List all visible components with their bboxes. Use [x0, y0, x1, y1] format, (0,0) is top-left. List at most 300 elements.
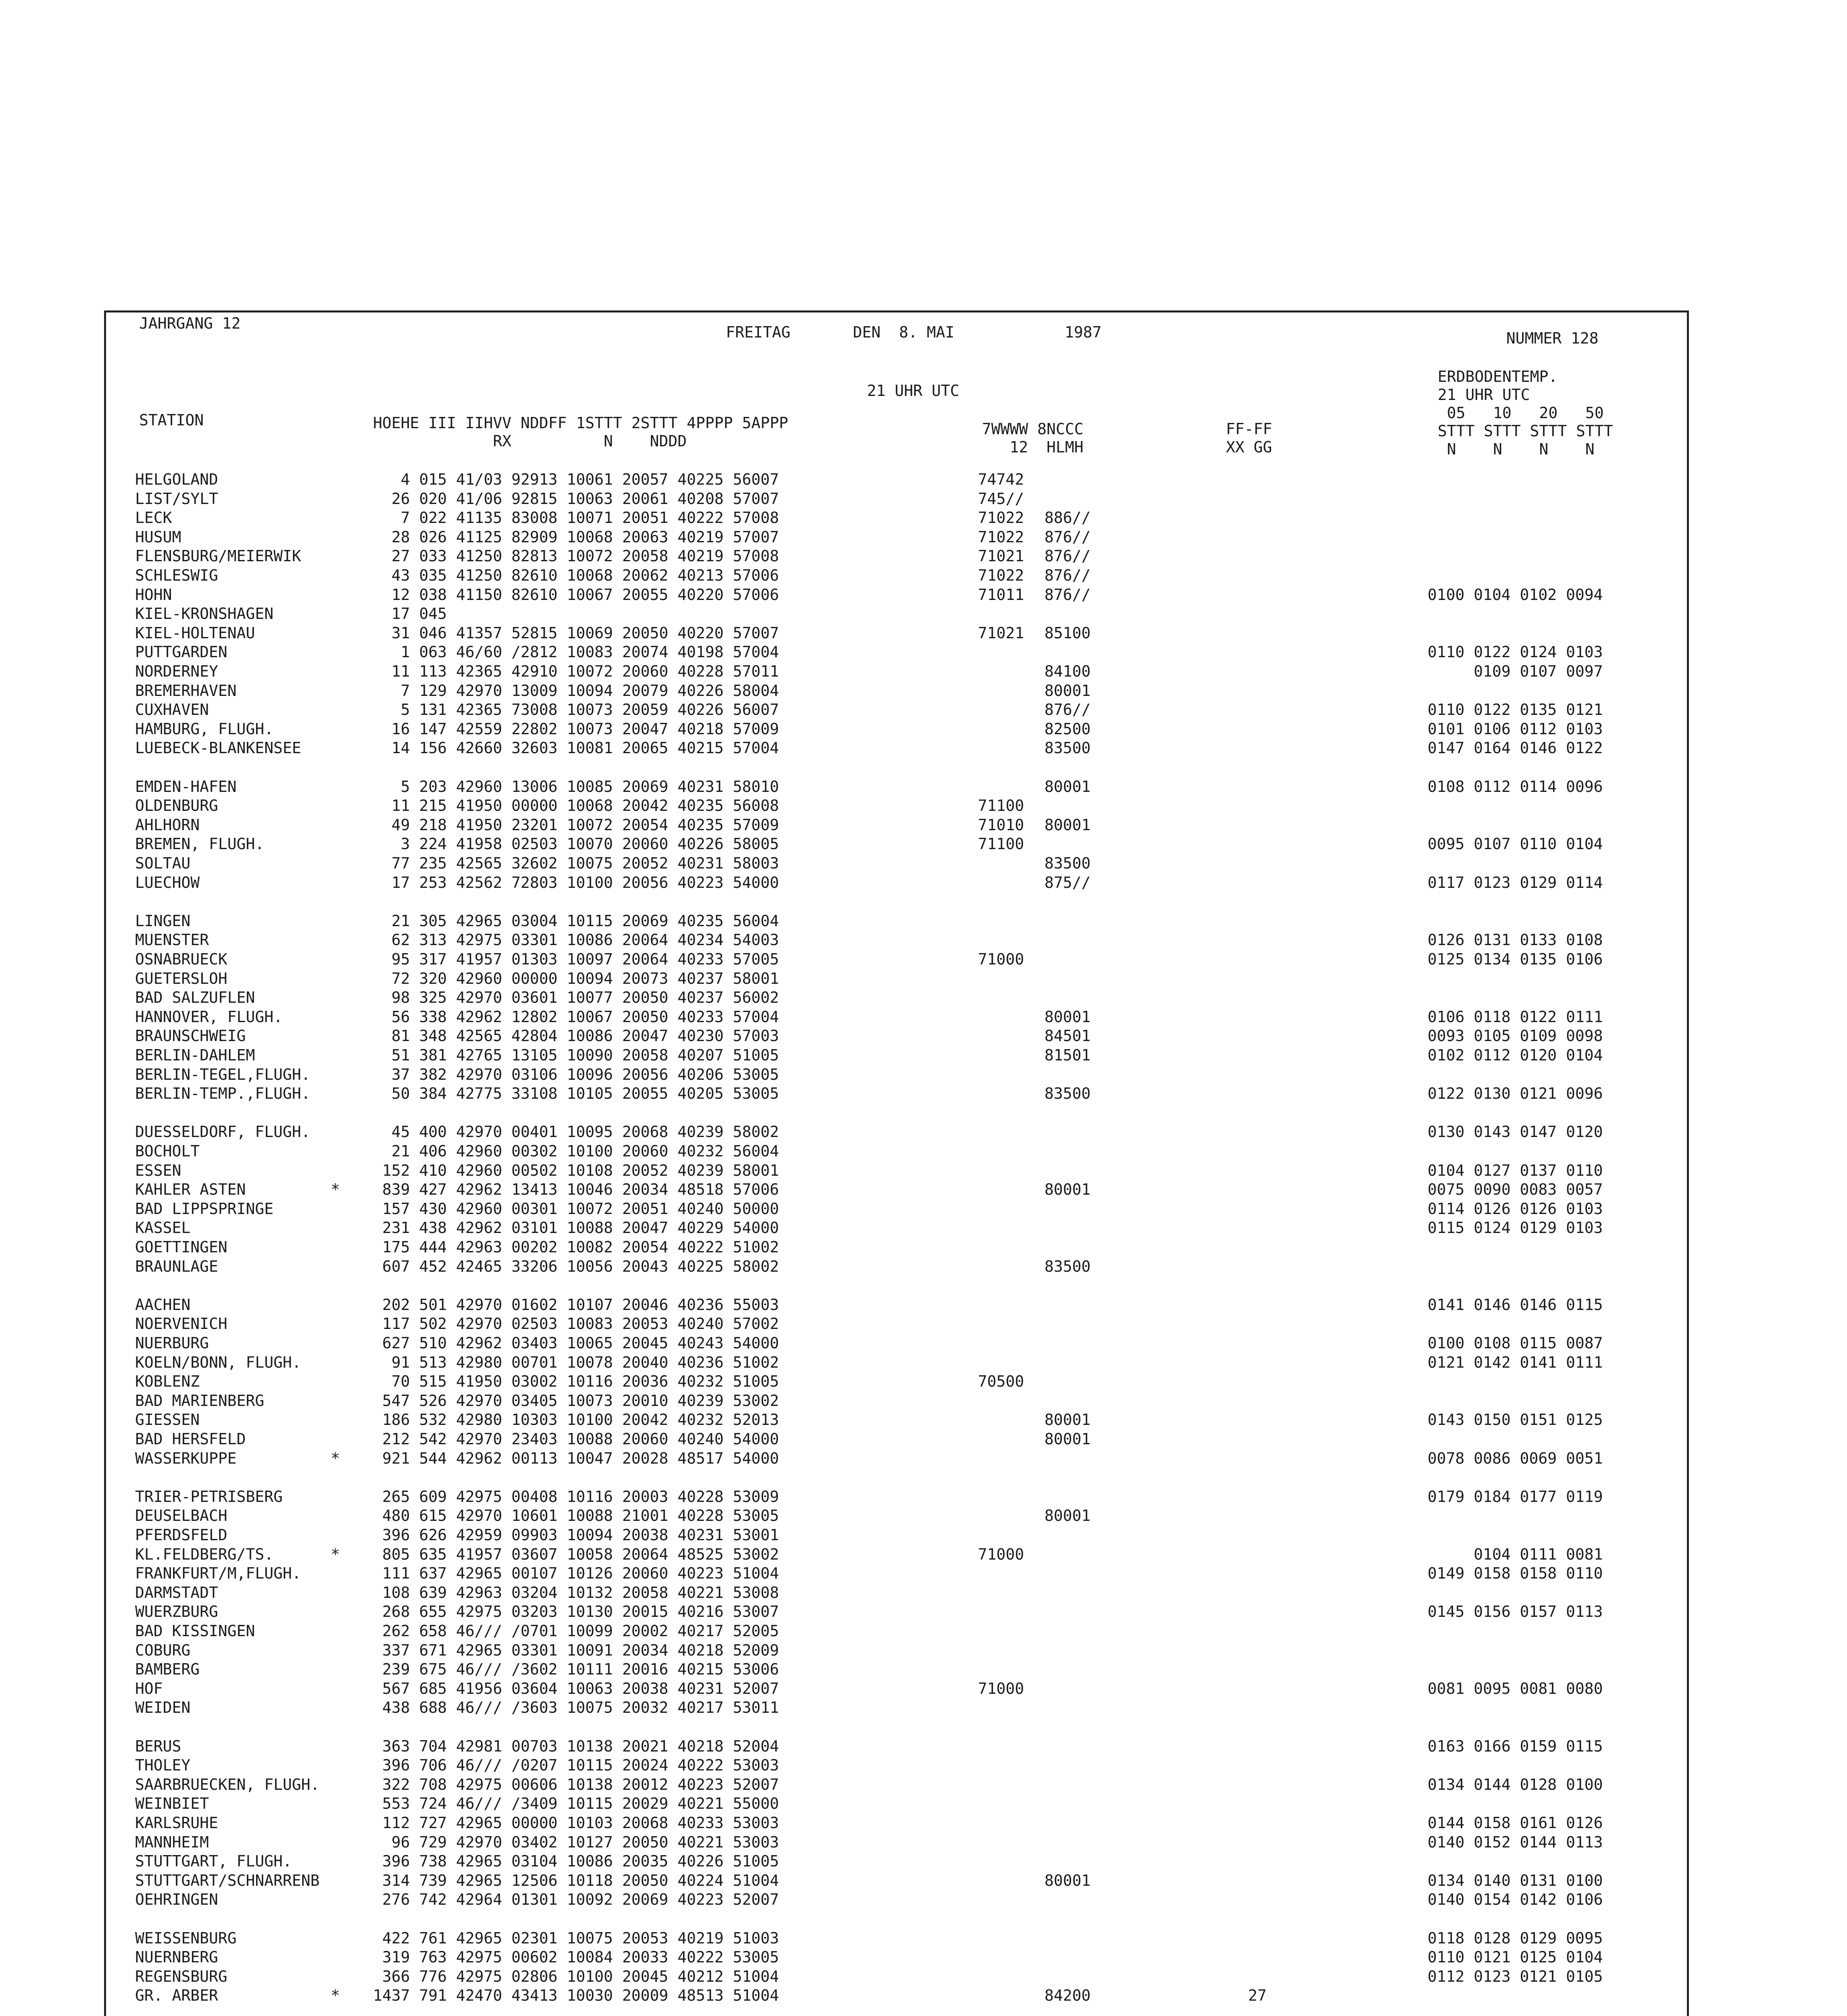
table-row [0, 1161, 1847, 1180]
table-row [0, 1621, 1847, 1641]
table-row [0, 470, 1847, 489]
soil-temps: 0141 0146 0146 0115 [1428, 1296, 1603, 1314]
station-name: AACHEN [135, 1296, 191, 1314]
station-values: 422 761 42965 02301 10075 20053 40219 51003 [373, 1929, 779, 1947]
station-values: 26 020 41/06 92815 10063 20061 40208 57007 [373, 490, 779, 508]
cloud-group: 80001 [1044, 682, 1091, 700]
station-name: STUTTGART, FLUGH. [135, 1852, 292, 1870]
table-row [0, 662, 1847, 681]
table-row [0, 930, 1847, 950]
table-row [0, 1276, 1847, 1295]
weather-group: 71100 [978, 835, 1024, 853]
soil-temps: 0149 0158 0158 0110 [1428, 1564, 1603, 1582]
weather-group: 71022 [978, 528, 1024, 546]
table-row [0, 1199, 1847, 1218]
table-row [0, 969, 1847, 988]
station-name: BREMEN, FLUGH. [135, 835, 265, 853]
main-column-subheaders: RX N NDDD [373, 432, 687, 450]
station-values: 62 313 42975 03301 10086 20064 40234 54003 [373, 931, 779, 949]
table-row [0, 1890, 1847, 1909]
soil-temps: 0179 0184 0177 0119 [1428, 1488, 1603, 1506]
station-name: DARMSTADT [135, 1584, 218, 1602]
cloud-group: 80001 [1044, 816, 1091, 834]
table-row [0, 1257, 1847, 1276]
soil-temps: 0126 0131 0133 0108 [1428, 931, 1603, 949]
cloud-group: 82500 [1044, 720, 1091, 738]
station-name: MUENSTER [135, 931, 209, 949]
table-row [0, 527, 1847, 547]
station-name: BAD MARIENBERG [135, 1392, 265, 1410]
cloud-group: 81501 [1044, 1046, 1091, 1064]
cloud-group: 83500 [1044, 854, 1091, 872]
soil-column-headers: STTT STTT STTT STTT [1438, 422, 1613, 440]
station-values: 5 131 42365 73008 10073 20059 40226 56007 [373, 701, 779, 719]
table-row [0, 1353, 1847, 1372]
station-values: 186 532 42980 10303 10100 20042 40232 52013 [373, 1411, 779, 1429]
table-row [0, 1007, 1847, 1027]
station-name: REGENSBURG [135, 1968, 227, 1985]
station-values: 202 501 42970 01602 10107 20046 40236 55003 [373, 1296, 779, 1314]
station-name: HUSUM [135, 528, 181, 546]
station-name: BAD HERSFELD [135, 1430, 246, 1448]
cloud-group: 80001 [1044, 1008, 1091, 1026]
table-row [0, 988, 1847, 1007]
jahrgang-label: JAHRGANG 12 [139, 314, 241, 332]
weather-group: 71021 [978, 624, 1024, 642]
station-name: WEIDEN [135, 1699, 191, 1716]
table-row [0, 1103, 1847, 1123]
soil-temps: 0147 0164 0146 0122 [1428, 739, 1603, 757]
table-row [0, 815, 1847, 835]
station-name: OSNABRUECK [135, 950, 227, 968]
table-row [0, 546, 1847, 566]
station-name: NUERNBERG [135, 1948, 218, 1966]
table-row [0, 1833, 1847, 1852]
main-column-headers: HOEHE III IIHVV NDDFF 1STTT 2STTT 4PPPP 5APPP [373, 414, 788, 432]
station-values: 4 015 41/03 92913 10061 20057 40225 56007 [373, 471, 779, 488]
soil-temps: 0081 0095 0081 0080 [1428, 1680, 1603, 1697]
table-row [0, 1084, 1847, 1103]
soil-temps: 0109 0107 0097 [1428, 662, 1603, 680]
table-row [0, 1737, 1847, 1756]
station-name: BREMERHAVEN [135, 682, 237, 700]
table-row [0, 1065, 1847, 1084]
soil-temps: 0100 0108 0115 0087 [1428, 1334, 1603, 1352]
station-values: 95 317 41957 01303 10097 20064 40233 57005 [373, 950, 779, 968]
station-name: KOELN/BONN, FLUGH. [135, 1354, 301, 1371]
station-name: WUERZBURG [135, 1603, 218, 1620]
table-row [0, 1045, 1847, 1065]
station-values: 1437 791 42470 43413 10030 20009 48513 51004 [373, 1987, 779, 2004]
station-values: 231 438 42962 03101 10088 20047 40229 54000 [373, 1219, 779, 1237]
station-name: HAMBURG, FLUGH. [135, 720, 274, 738]
station-name: KOBLENZ [135, 1372, 200, 1390]
soil-temps: 0104 0111 0081 [1428, 1545, 1603, 1563]
station-name: HANNOVER, FLUGH. [135, 1008, 283, 1026]
station-name: GIESSEN [135, 1411, 200, 1429]
station-values: 627 510 42962 03403 10065 20045 40243 54000 [373, 1334, 779, 1352]
table-row [0, 1218, 1847, 1237]
soil-temps: 0144 0158 0161 0126 [1428, 1814, 1603, 1832]
soil-temps: 0078 0086 0069 0051 [1428, 1450, 1603, 1467]
table-row [0, 1794, 1847, 1813]
station-name: BOCHOLT [135, 1142, 200, 1160]
station-values: 81 348 42565 42804 10086 20047 40230 57003 [373, 1027, 779, 1045]
table-row [0, 1602, 1847, 1621]
station-values: 7 022 41135 83008 10071 20051 40222 57008 [373, 509, 779, 527]
table-row [0, 1122, 1847, 1141]
table-row [0, 1333, 1847, 1353]
station-values: 547 526 42970 03405 10073 20010 40239 53002 [373, 1392, 779, 1410]
weather-group: 71000 [978, 950, 1024, 968]
station-name: BERLIN-DAHLEM [135, 1046, 255, 1064]
station-values: 37 382 42970 03106 10096 20056 40206 53005 [373, 1066, 779, 1083]
soil-temps: 0110 0121 0125 0104 [1428, 1948, 1603, 1966]
station-name: WEISSENBURG [135, 1929, 237, 1947]
table-row [0, 489, 1847, 508]
table-row [0, 796, 1847, 815]
station-values: 70 515 41950 03002 10116 20036 40232 51005 [373, 1372, 779, 1390]
station-values: 268 655 42975 03203 10130 20015 40216 53007 [373, 1603, 779, 1620]
station-values: 175 444 42963 00202 10082 20054 40222 51002 [373, 1238, 779, 1256]
table-row [0, 508, 1847, 527]
station-values: 363 704 42981 00703 10138 20021 40218 52004 [373, 1737, 779, 1755]
soil-depths: 05 10 20 50 [1438, 404, 1604, 422]
table-row [0, 700, 1847, 719]
table-row [0, 1391, 1847, 1410]
station-name: WEINBIET [135, 1795, 209, 1812]
cloud-group: 84200 [1044, 1987, 1091, 2004]
station-name: LECK [135, 509, 172, 527]
station-column-header: STATION [139, 411, 204, 429]
station-name: CUXHAVEN [135, 701, 209, 719]
soil-temps: 0121 0142 0141 0111 [1428, 1354, 1603, 1371]
soil-temps: 0075 0090 0083 0057 [1428, 1181, 1603, 1198]
table-row [0, 566, 1847, 585]
station-name: KASSEL [135, 1219, 191, 1237]
station-values: 7 129 42970 13009 10094 20079 40226 58004 [373, 682, 779, 700]
station-name: BAMBERG [135, 1660, 200, 1678]
station-name: LUEBECK-BLANKENSEE [135, 739, 301, 757]
table-row [0, 1468, 1847, 1487]
soil-temps: 0143 0150 0151 0125 [1428, 1411, 1603, 1429]
station-name: BERLIN-TEGEL,FLUGH. [135, 1066, 311, 1083]
table-row [0, 950, 1847, 969]
table-row [0, 892, 1847, 911]
station-name: STUTTGART/SCHNARRENB [135, 1872, 320, 1889]
soil-temps: 0101 0106 0112 0103 [1428, 720, 1603, 738]
soil-temps: 0112 0123 0121 0105 [1428, 1968, 1603, 1985]
cloud-group: 80001 [1044, 1181, 1091, 1198]
station-name: NOERVENICH [135, 1315, 227, 1333]
station-name: KL.FELDBERG/TS. [135, 1545, 274, 1563]
station-values: 553 724 46/// /3409 10115 20029 40221 55000 [373, 1795, 779, 1812]
cloud-group: 80001 [1044, 1872, 1091, 1889]
station-name: NUERBURG [135, 1334, 209, 1352]
station-values: 51 381 42765 13105 10090 20058 40207 51005 [373, 1046, 779, 1064]
station-name: LINGEN [135, 912, 191, 930]
cloud-group: 875// [1044, 874, 1091, 891]
soil-temps: 0122 0130 0121 0096 [1428, 1085, 1603, 1102]
station-name: BERUS [135, 1737, 181, 1755]
station-values: 396 738 42965 03104 10086 20035 40226 51005 [373, 1852, 779, 1870]
weather-group: 71022 [978, 509, 1024, 527]
station-name: HOF [135, 1680, 163, 1697]
cloud-group: 80001 [1044, 1507, 1091, 1524]
table-row [0, 1487, 1847, 1506]
soil-temps: 0110 0122 0124 0103 [1428, 643, 1603, 661]
table-row [0, 1947, 1847, 1967]
station-values: 11 113 42365 42910 10072 20060 40228 57011 [373, 662, 779, 680]
station-name: SCHLESWIG [135, 566, 218, 584]
station-values: 28 026 41125 82909 10068 20063 40219 57007 [373, 528, 779, 546]
weather-group: 71100 [978, 797, 1024, 814]
weather-column-subheaders: 12 HLMH [982, 438, 1084, 456]
station-name: KARLSRUHE [135, 1814, 218, 1832]
weather-group: 745// [978, 490, 1024, 508]
table-row [0, 1410, 1847, 1429]
station-name: NORDERNEY [135, 662, 218, 680]
station-values: 21 305 42965 03004 10115 20069 40235 56004 [373, 912, 779, 930]
station-values: 239 675 46/// /3602 10111 20016 40215 53006 [373, 1660, 779, 1678]
table-row [0, 1372, 1847, 1391]
station-values: 117 502 42970 02503 10083 20053 40240 57002 [373, 1315, 779, 1333]
table-row [0, 777, 1847, 796]
station-name: COBURG [135, 1641, 191, 1659]
table-row [0, 681, 1847, 700]
station-name: THOLEY [135, 1756, 191, 1774]
station-name: SAARBRUECKEN, FLUGH. [135, 1776, 320, 1793]
table-row [0, 604, 1847, 623]
station-name: HELGOLAND [135, 471, 218, 488]
table-row [0, 1756, 1847, 1775]
station-values: 607 452 42465 33206 10056 20043 40225 58002 [373, 1258, 779, 1275]
station-name: PUTTGARDEN [135, 643, 227, 661]
station-values: 49 218 41950 23201 10072 20054 40235 57009 [373, 816, 779, 834]
station-values: 77 235 42565 32602 10075 20052 40231 58003 [373, 854, 779, 872]
station-values: 480 615 42970 10601 10088 21001 40228 53005 [373, 1507, 779, 1524]
station-values: 43 035 41250 82610 10068 20062 40213 57006 [373, 566, 779, 584]
station-name: BRAUNSCHWEIG [135, 1027, 246, 1045]
station-name: MANNHEIM [135, 1833, 209, 1851]
station-values: 45 400 42970 00401 10095 20068 40239 58002 [373, 1123, 779, 1141]
table-row [0, 1660, 1847, 1679]
station-values: 27 033 41250 82813 10072 20058 40219 57008 [373, 547, 779, 565]
station-values: 276 742 42964 01301 10092 20069 40223 52007 [373, 1891, 779, 1908]
soil-temps: 0125 0134 0135 0106 [1428, 950, 1603, 968]
table-row [0, 585, 1847, 604]
weather-group: 71000 [978, 1680, 1024, 1697]
station-values: 108 639 42963 03204 10132 20058 40221 53008 [373, 1584, 779, 1602]
table-row [0, 1909, 1847, 1929]
table-row [0, 719, 1847, 739]
station-name: BAD SALZUFLEN [135, 989, 255, 1006]
station-name: WASSERKUPPE [135, 1450, 237, 1467]
soil-temps: 0140 0154 0142 0106 [1428, 1891, 1603, 1908]
cloud-group: 83500 [1044, 1258, 1091, 1275]
table-row [0, 1506, 1847, 1525]
station-values: 5 203 42960 13006 10085 20069 40231 58010 [373, 778, 779, 796]
weekday-label: FREITAG [726, 323, 791, 341]
station-name: SOLTAU [135, 854, 191, 872]
station-values: 56 338 42962 12802 10067 20050 40233 57004 [373, 1008, 779, 1026]
station-name: DEUSELBACH [135, 1507, 227, 1524]
station-values: 157 430 42960 00301 10072 20051 40240 50000 [373, 1200, 779, 1218]
station-name: FRANKFURT/M,FLUGH. [135, 1564, 301, 1582]
station-values: 16 147 42559 22802 10073 20047 40218 57009 [373, 720, 779, 738]
gust-column-header: FF-FF [1226, 420, 1272, 438]
station-values: 262 658 46/// /0701 10099 20002 40217 52005 [373, 1622, 779, 1640]
table-row [0, 1237, 1847, 1257]
table-row [0, 1295, 1847, 1314]
station-values: 265 609 42975 00408 10116 20003 40228 53009 [373, 1488, 779, 1506]
soil-temps: 0134 0144 0128 0100 [1428, 1776, 1603, 1793]
station-values: 31 046 41357 52815 10069 20050 40220 57007 [373, 624, 779, 642]
weather-group: 71011 [978, 586, 1024, 604]
date-label: DEN 8. MAI [853, 323, 955, 341]
station-values: 112 727 42965 00000 10103 20068 40233 53003 [373, 1814, 779, 1832]
soil-temps: 0118 0128 0129 0095 [1428, 1929, 1603, 1947]
mountain-station-marker: * [331, 1987, 340, 2004]
soil-column-subheaders: N N N N [1438, 440, 1595, 458]
station-values: 72 320 42960 00000 10094 20073 40237 58001 [373, 970, 779, 987]
table-row [0, 1449, 1847, 1468]
station-values: 1 063 46/60 /2812 10083 20074 40198 57004 [373, 643, 779, 661]
gust-value: 27 [1248, 1987, 1267, 2004]
gust-column-subheader: XX GG [1226, 438, 1272, 456]
table-row [0, 1698, 1847, 1717]
station-values: 17 253 42562 72803 10100 20056 40223 54000 [373, 874, 779, 891]
station-name: OLDENBURG [135, 797, 218, 814]
station-values: 396 706 46/// /0207 10115 20024 40222 53003 [373, 1756, 779, 1774]
cloud-group: 83500 [1044, 739, 1091, 757]
station-values: 921 544 42962 00113 10047 20028 48517 54000 [373, 1450, 779, 1467]
station-values: 3 224 41958 02503 10070 20060 40226 58005 [373, 835, 779, 853]
table-row [0, 1180, 1847, 1199]
station-name: LUECHOW [135, 874, 200, 891]
table-row [0, 1641, 1847, 1660]
soil-temps: 0130 0143 0147 0120 [1428, 1123, 1603, 1141]
station-name: GUETERSLOH [135, 970, 227, 987]
table-row [0, 1141, 1847, 1161]
cloud-group: 886// [1044, 509, 1091, 527]
station-values: 14 156 42660 32603 10081 20065 40215 57004 [373, 739, 779, 757]
weather-group: 71022 [978, 566, 1024, 584]
cloud-group: 80001 [1044, 1411, 1091, 1429]
soil-temps: 0134 0140 0131 0100 [1428, 1872, 1603, 1889]
station-name: GR. ARBER [135, 1987, 218, 2004]
table-row [0, 1717, 1847, 1737]
cloud-group: 876// [1044, 566, 1091, 584]
table-row [0, 2005, 1847, 2016]
soil-temps: 0095 0107 0110 0104 [1428, 835, 1603, 853]
soil-temps: 0140 0152 0144 0113 [1428, 1833, 1603, 1851]
station-values: 152 410 42960 00502 10108 20052 40239 58001 [373, 1162, 779, 1179]
cloud-group: 84100 [1044, 662, 1091, 680]
table-row [0, 738, 1847, 758]
station-name: LIST/SYLT [135, 490, 218, 508]
table-row [0, 1583, 1847, 1602]
table-row [0, 911, 1847, 931]
station-values: 111 637 42965 00107 10126 20060 40223 51004 [373, 1564, 779, 1582]
table-row [0, 1871, 1847, 1890]
station-name: GOETTINGEN [135, 1238, 227, 1256]
table-row [0, 1679, 1847, 1698]
weather-column-headers: 7WWWW 8NCCC [982, 420, 1084, 438]
soil-temps: 0110 0122 0135 0121 [1428, 701, 1603, 719]
table-row [0, 1314, 1847, 1333]
station-name: OEHRINGEN [135, 1891, 218, 1908]
station-name: BRAUNLAGE [135, 1258, 218, 1275]
table-row [0, 623, 1847, 643]
mountain-station-marker: * [331, 1450, 340, 1467]
observation-time: 21 UHR UTC [867, 382, 959, 400]
station-name: KAHLER ASTEN [135, 1181, 246, 1198]
station-values: 396 626 42959 09903 10094 20038 40231 53001 [373, 1526, 779, 1544]
soil-temps: 0115 0124 0129 0103 [1428, 1219, 1603, 1237]
weather-group: 71010 [978, 816, 1024, 834]
station-values: 805 635 41957 03607 10058 20064 48525 53002 [373, 1545, 779, 1563]
station-name: DUESSELDORF, FLUGH. [135, 1123, 311, 1141]
station-name: ESSEN [135, 1162, 181, 1179]
table-row [0, 1851, 1847, 1871]
weather-group: 74742 [978, 471, 1024, 488]
mountain-station-marker: * [331, 1181, 340, 1198]
station-name: PFERDSFELD [135, 1526, 227, 1544]
mountain-station-marker: * [331, 1545, 340, 1563]
station-values: 839 427 42962 13413 10046 20034 48518 57006 [373, 1181, 779, 1198]
soil-temp-title: ERDBODENTEMP. [1438, 368, 1558, 385]
table-row [0, 1813, 1847, 1833]
soil-temps: 0114 0126 0126 0103 [1428, 1200, 1603, 1218]
cloud-group: 85100 [1044, 624, 1091, 642]
station-name: KIEL-KRONSHAGEN [135, 605, 274, 623]
station-values: 98 325 42970 03601 10077 20050 40237 56002 [373, 989, 779, 1006]
station-values: 337 671 42965 03301 10091 20034 40218 52009 [373, 1641, 779, 1659]
table-row [0, 834, 1847, 854]
table-row [0, 758, 1847, 777]
station-name: AHLHORN [135, 816, 200, 834]
soil-temps: 0145 0156 0157 0113 [1428, 1603, 1603, 1620]
soil-temps: 0106 0118 0122 0111 [1428, 1008, 1603, 1026]
station-name: BAD LIPPSPRINGE [135, 1200, 274, 1218]
cloud-group: 84501 [1044, 1027, 1091, 1045]
station-name: BERLIN-TEMP.,FLUGH. [135, 1085, 311, 1102]
station-values: 12 038 41150 82610 10067 20055 40220 57006 [373, 586, 779, 604]
station-values: 366 776 42975 02806 10100 20045 40212 51004 [373, 1968, 779, 1985]
station-values: 91 513 42980 00701 10078 20040 40236 51002 [373, 1354, 779, 1371]
table-row [0, 1026, 1847, 1045]
soil-temps: 0093 0105 0109 0098 [1428, 1027, 1603, 1045]
station-values: 11 215 41950 00000 10068 20042 40235 56008 [373, 797, 779, 814]
weather-group: 70500 [978, 1372, 1024, 1390]
station-name: HOHN [135, 586, 172, 604]
station-name: EMDEN-HAFEN [135, 778, 237, 796]
table-row [0, 854, 1847, 873]
cloud-group: 83500 [1044, 1085, 1091, 1102]
cloud-group: 876// [1044, 586, 1091, 604]
cloud-group: 80001 [1044, 778, 1091, 796]
soil-temps: 0117 0123 0129 0114 [1428, 874, 1603, 891]
station-values: 567 685 41956 03604 10063 20038 40231 52007 [373, 1680, 779, 1697]
station-values: 319 763 42975 00602 10084 20033 40222 53005 [373, 1948, 779, 1966]
table-row [0, 1986, 1847, 2005]
station-name: BAD KISSINGEN [135, 1622, 255, 1640]
station-name: KIEL-HOLTENAU [135, 624, 255, 642]
cloud-group: 876// [1044, 528, 1091, 546]
year-label: 1987 [1065, 323, 1102, 341]
table-row [0, 1525, 1847, 1545]
